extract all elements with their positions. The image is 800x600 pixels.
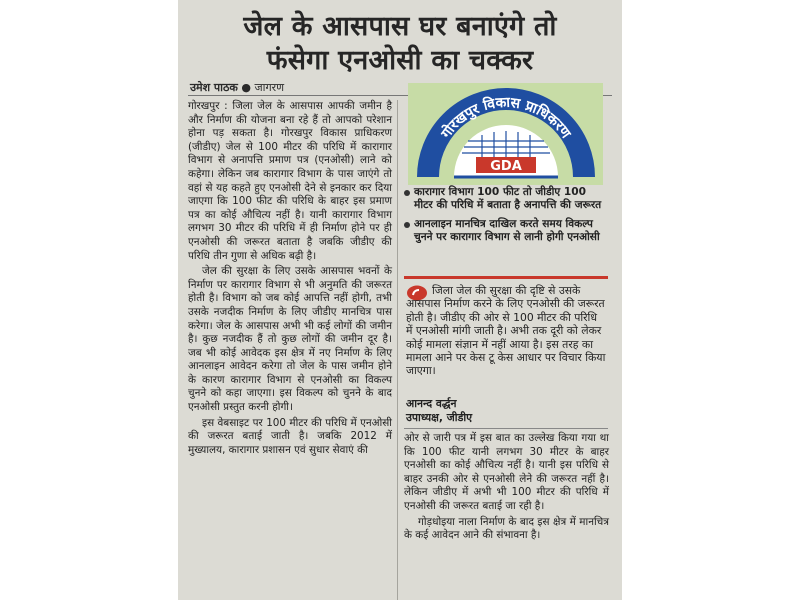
byline-source: जागरण: [254, 81, 285, 94]
article-column-left: [188, 100, 392, 600]
byline-separator-icon: ●: [241, 81, 255, 94]
highlights: [402, 186, 606, 250]
section-rule: [404, 428, 608, 429]
quote-rule: [404, 276, 608, 279]
byline: [190, 80, 284, 95]
article-paragraph-5: गोड़धोइया नाला निर्माण के बाद इस क्षेत्र में मानचित्र के कई आवेदन आने की संभावना है।: [404, 515, 609, 542]
highlight-item-2: आनलाइन मानचित्र दाखिल करते समय विकल्प चुनने पर कारागार विभाग से लानी होगी एनओसी: [402, 218, 606, 244]
quote-designation: उपाध्यक्ष, जीडीए: [406, 411, 473, 424]
headline: [188, 10, 612, 78]
article-paragraph-3: इस वेबसाइट पर 100 मीटर की परिधि में एनओसी की जरूरत बताई जाती है। जबकि 2012 में मुख्यालय, कारागार प्रशासन एवं सुधार सेवाएं की: [188, 416, 392, 456]
headline-line-2: फंसेगा एनओसी का चक्कर: [266, 45, 534, 76]
quote-attribution: [406, 397, 472, 425]
gda-logo-panel: [408, 83, 603, 185]
svg-text:GDA: GDA: [490, 159, 522, 174]
article-paragraph-1: गोरखपुर : जिला जेल के आसपास आपकी जमीन है और निर्माण की योजना बना रहे हैं तो आपको परेशान होना पड़ सकता है। गोरखपुर विकास प्राधिकरण (जीडीए) जेल से 100 मीटर की परिधि में कारागार विभाग से अनापत्ति प्रमाण पत्र (एनओसी) लाने को कहेगा। लेकिन जब कारागार विभाग के पास जाएंगे तो वहां से यह कहते हुए एनओसी देने से इनकार कर दिया जाएगा कि 100 फीट की परिधि के बाहर इस प्रमाण पत्र का कोई औचित्य नहीं है। यानी कारागार विभाग लगभग 30 मीटर की परिधि में ही निर्माण होने पर ही एनओसी की जरूरत बताता है जबकि जीडीए की परिधि तीन गुणा से अधिक बढ़ी है।: [188, 100, 392, 262]
gda-logo-icon: [408, 83, 603, 185]
article-column-right: [404, 432, 609, 545]
byline-author: उमेश पाठक: [190, 81, 238, 94]
quote-name: आनन्द वर्द्धन: [406, 397, 457, 410]
headline-line-1: जेल के आसपास घर बनाएंगे तो: [243, 11, 557, 42]
article-paragraph-4: ओर से जारी पत्र में इस बात का उल्लेख किया गया था कि 100 फीट यानी लगभग 30 मीटर के बाहर एनओसी का कोई औचित्य नहीं है। यानी इस परिधि से बाहर उनकी ओर से एनओसी लेने की जरूरत नहीं है। लेकिन जीडीए में अभी भी 100 मीटर की परिधि में एनओसी की जरूरत बताई जा रही है।: [404, 432, 609, 512]
svg-text:गोरखपुर विकास प्राधिकरण: गोरखपुर विकास प्राधिकरण: [438, 94, 574, 142]
column-divider: [397, 100, 398, 600]
newspaper-clipping: [178, 0, 622, 600]
article-paragraph-2: जेल की सुरक्षा के लिए उसके आसपास भवनों के निर्माण पर कारागार विभाग से भी अनुमति की जरूरत होती है। विभाग को जब कोई आपत्ति नहीं होगी, तभी उसके नजदीक निर्माण के लिए जीडीए मानचित्र पास करेगा। जेल के आसपास अभी भी कई लोगों की जमीन है। कुछ नजदीक हैं तो कुछ लोगों की जमीन दूर है। जब भी कोई आवेदक इस क्षेत्र में नए निर्माण के लिए आनलाइन आवेदन करेगा तो जेल के पास जमीन होने के कारण कारागार विभाग से एनओसी का विकल्प चुनने को कहा जाएगा। इस विकल्प को चुनने के बाद एनओसी प्रस्तुत करनी होगी।: [188, 265, 392, 414]
official-quote: [406, 284, 606, 378]
highlight-item-1: कारागार विभाग 100 फीट तो जीडीए 100 मीटर की परिधि में बताता है अनापत्ति की जरूरत: [402, 186, 606, 212]
quote-text: जिला जेल की सुरक्षा की दृष्टि से उसके आसपास निर्माण करने के लिए एनओसी की जरूरत होती है। जीडीए की ओर से 100 मीटर की परिधि में एनओसी मांगी जाती है। अभी तक दूरी को लेकर कोई मामला संज्ञान में नहीं आया है। इस तरह का मामला आने पर केस टू केस आधार पर विचार किया जाएगा।: [406, 284, 606, 378]
